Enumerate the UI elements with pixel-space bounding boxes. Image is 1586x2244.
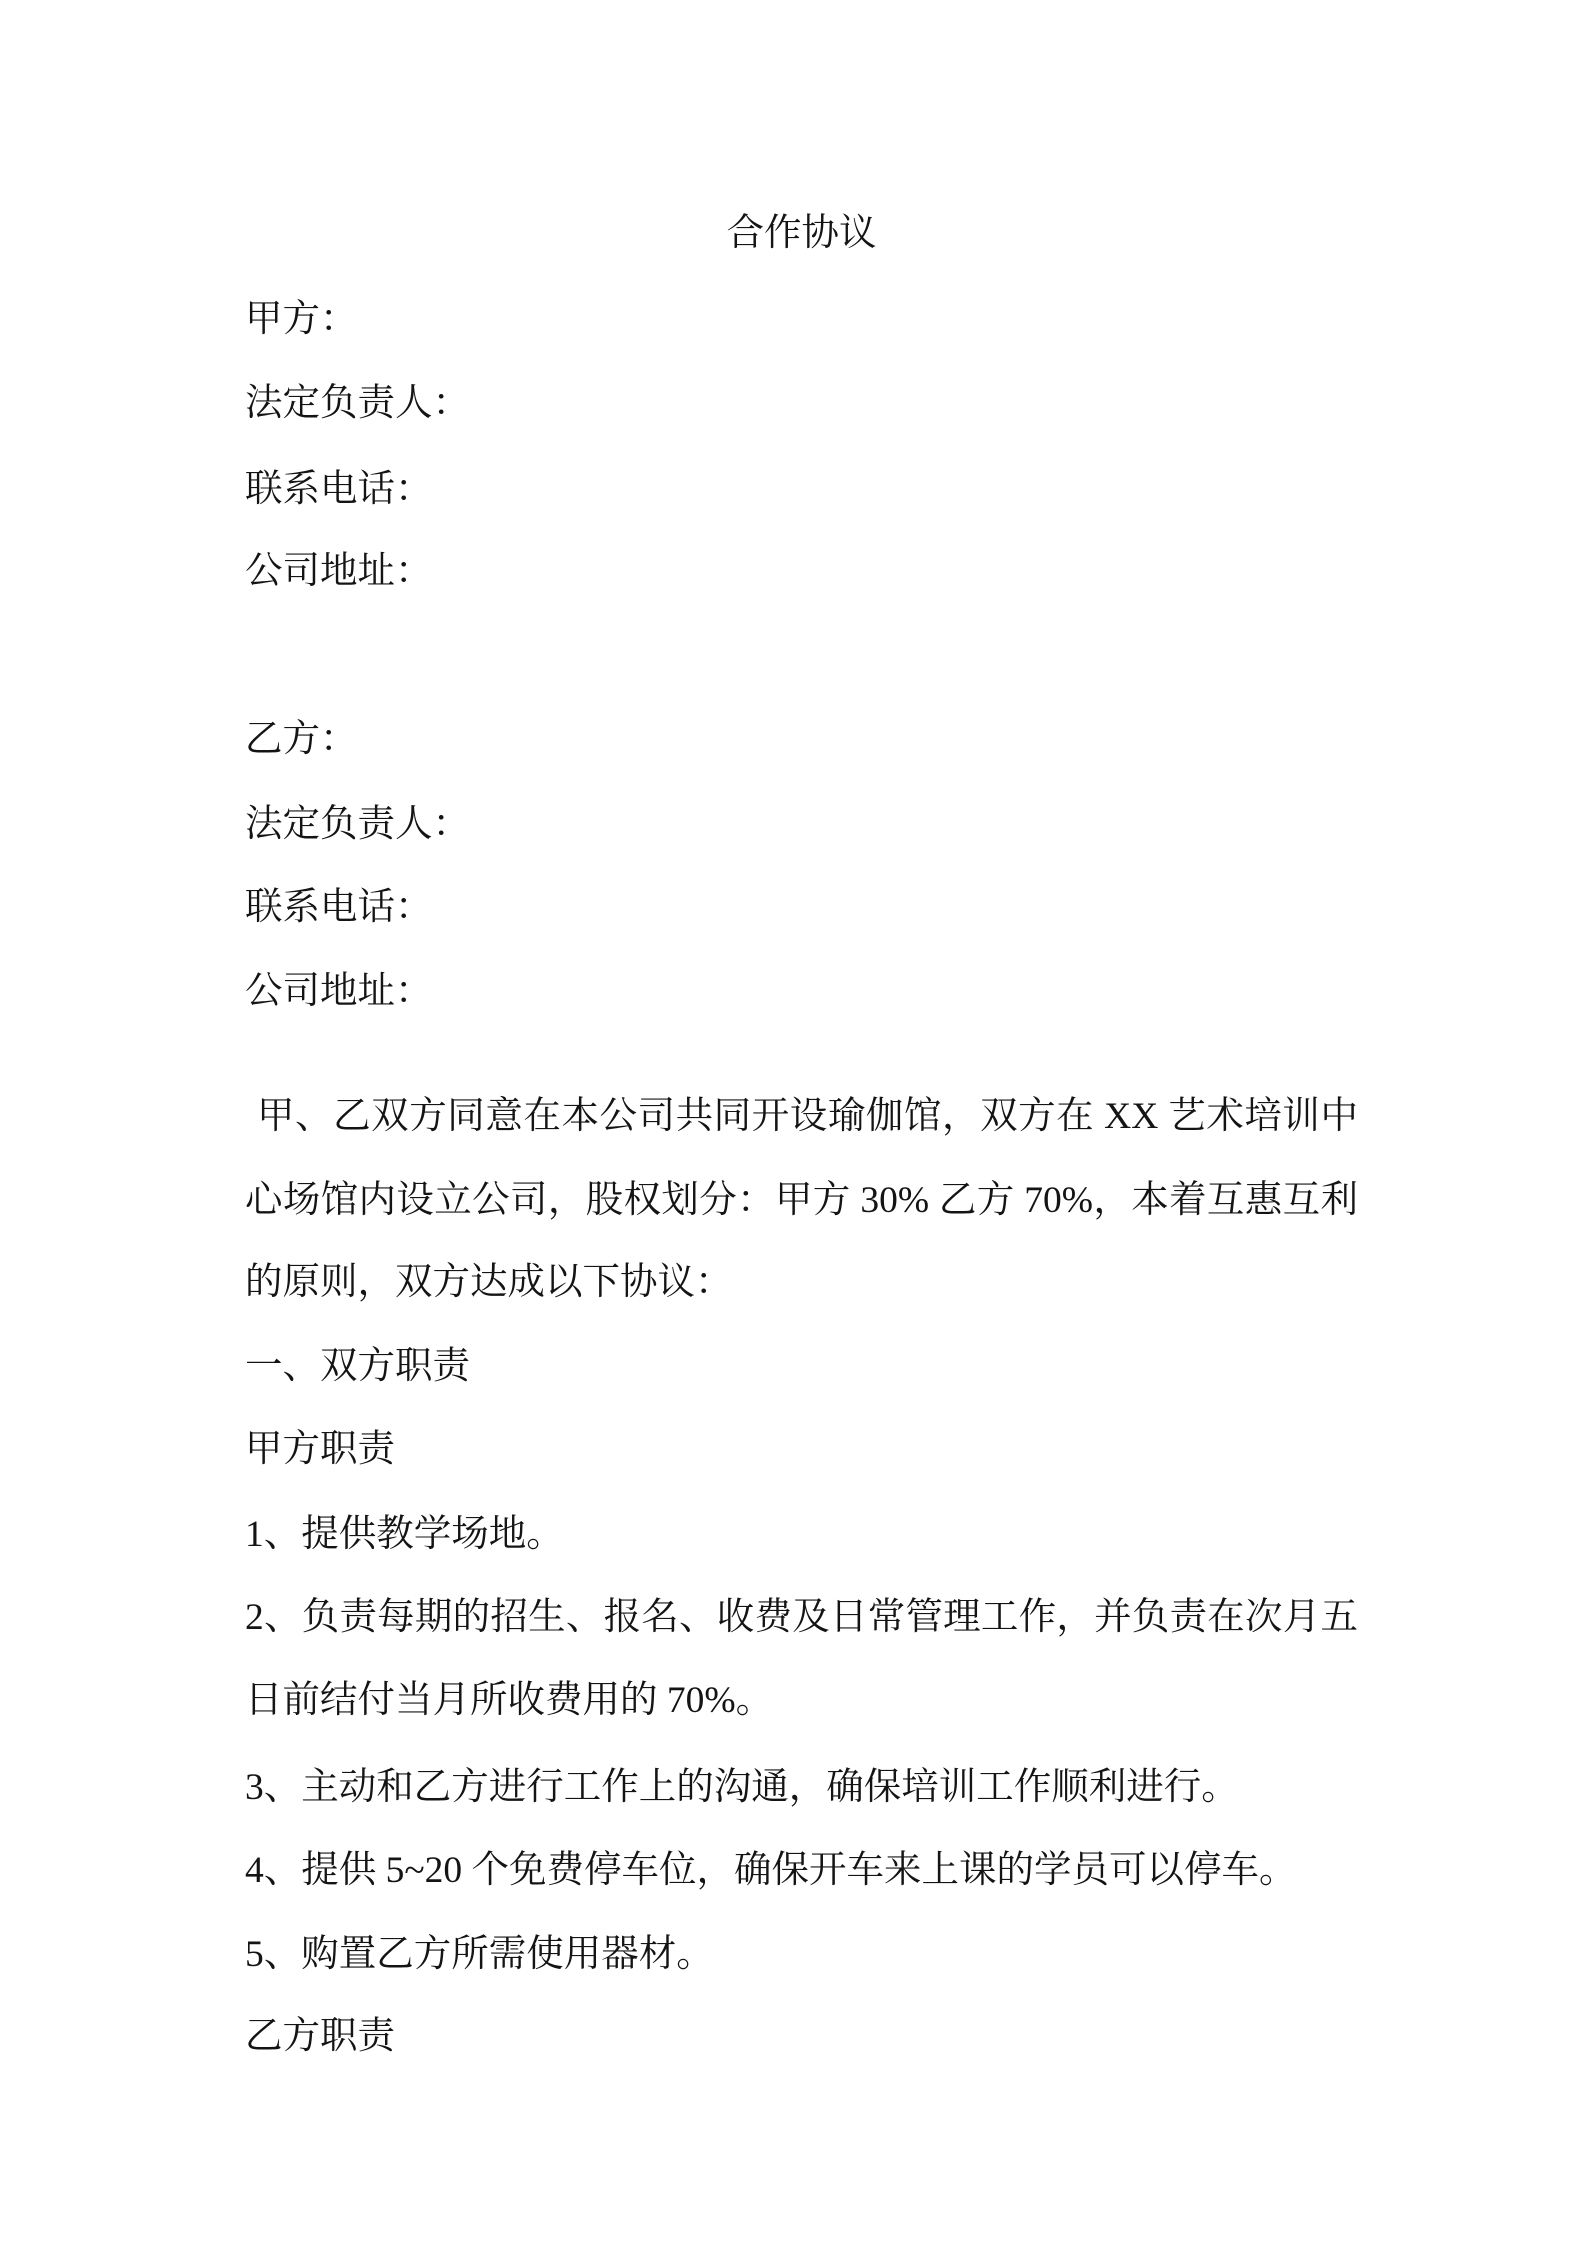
document-title: 合作协议 (726, 213, 877, 254)
party-b-address-field: 公司地址： (245, 971, 433, 1012)
intro-paragraph-line: 心场馆内设立公司，股权划分：甲方 30% 乙方 70%，本着互惠互利 (245, 1180, 1358, 1221)
party-a-duties-heading: 甲方职责 (245, 1429, 395, 1470)
party-b-phone-field: 联系电话： (245, 887, 433, 928)
party-a-phone-field: 联系电话： (245, 469, 433, 510)
section-heading: 一、双方职责 (245, 1346, 470, 1387)
duty-item: 1、提供教学场地。 (245, 1514, 564, 1555)
duty-item: 3、主动和乙方进行工作上的沟通，确保培训工作顺利进行。 (245, 1767, 1239, 1808)
duty-item-continuation: 日前结付当月所收费用的 70%。 (245, 1680, 774, 1721)
party-a-label: 甲方： (245, 299, 358, 340)
party-b-legal-representative-field: 法定负责人： (245, 804, 470, 845)
intro-paragraph-line: 的原则，双方达成以下协议： (245, 1262, 733, 1303)
intro-paragraph-line: 甲、乙双方同意在本公司共同开设瑜伽馆，双方在 XX 艺术培训中 (257, 1096, 1358, 1137)
duty-item: 2、负责每期的招生、报名、收费及日常管理工作，并负责在次月五 (245, 1597, 1358, 1638)
party-a-address-field: 公司地址： (245, 551, 433, 592)
duty-item: 4、提供 5~20 个免费停车位，确保开车来上课的学员可以停车。 (245, 1850, 1297, 1891)
party-b-duties-heading: 乙方职责 (245, 2016, 395, 2057)
duty-item: 5、购置乙方所需使用器材。 (245, 1934, 714, 1975)
party-b-label: 乙方： (245, 719, 358, 760)
party-a-legal-representative-field: 法定负责人： (245, 383, 470, 424)
